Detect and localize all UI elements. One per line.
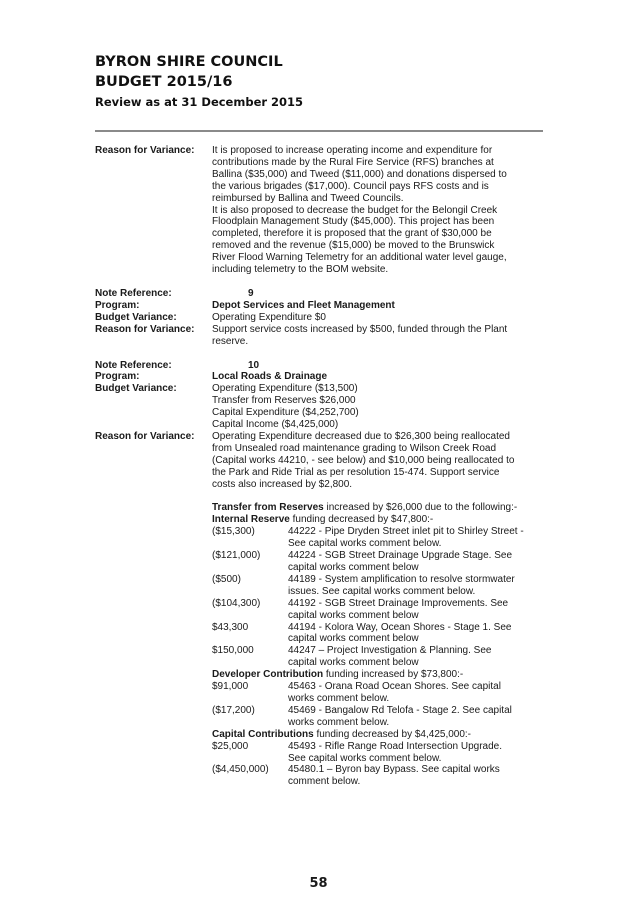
text-line: costs also increased by $2,800. (212, 478, 353, 490)
table-row (212, 705, 545, 729)
note9-budget-row (95, 312, 545, 324)
amount: $150,000 (212, 645, 254, 657)
text-line: See capital works comment below. (288, 538, 442, 550)
text-line: 44222 - Pipe Dryden Street inlet pit to Shirley Street - (288, 526, 524, 538)
description (288, 681, 545, 705)
text-line: It is also proposed to decrease the budget for the Belongil Creek (212, 204, 498, 216)
note10-budget-row (95, 383, 545, 431)
header-divider (95, 130, 543, 132)
text-line: 44189 - System amplification to resolve stormwater (288, 573, 515, 585)
note10-reason (212, 431, 545, 491)
text-line: reimbursed by Ballina and Tweed Councils. (212, 192, 404, 204)
table-row (212, 764, 545, 788)
text-line: Transfer from Reserves $26,000 (212, 395, 356, 407)
document-body (95, 145, 545, 788)
note9-program-row (95, 300, 545, 312)
text-line: Capital Expenditure ($4,252,700) (212, 407, 359, 419)
transfer-breakdown (212, 502, 545, 788)
page-number: 58 (309, 876, 328, 891)
text-line: 45469 - Bangalow Rd Telofa - Stage 2. See capital (288, 704, 512, 716)
text-line: the various brigades ($17,000). Council pays RFS costs and is (212, 180, 489, 192)
text-line: 45493 - Rifle Range Road Intersection Upgrade. (288, 740, 503, 752)
budget-title: BUDGET 2015/16 (95, 74, 233, 90)
text-line: works comment below. (288, 716, 390, 728)
amount: ($104,300) (212, 597, 261, 609)
text-line: reserve. (212, 335, 249, 347)
transfer-heading-rest: increased by $26,000 due to the following:- (323, 502, 518, 514)
text-line: comment below. (288, 776, 361, 788)
note10-reason-row (95, 431, 545, 491)
description (288, 705, 545, 729)
reason-label: Reason for Variance: (95, 323, 195, 335)
developer-heading-rest: funding increased by $73,800:- (323, 669, 464, 681)
table-row (212, 574, 545, 598)
budget-variance-label: Budget Variance: (95, 311, 177, 323)
amount: ($17,200) (212, 704, 255, 716)
amount: ($4,450,000) (212, 764, 269, 776)
text-line: including telemetry to the BOM website. (212, 264, 389, 276)
amount: ($500) (212, 573, 241, 585)
amount: $91,000 (212, 681, 249, 693)
developer-heading (212, 669, 545, 681)
text-line: from Unsealed road maintenance grading to Wilson Creek Road (212, 442, 497, 454)
note10-program: Local Roads & Drainage (212, 371, 328, 383)
text-line: 44247 – Project Investigation & Planning. See (288, 645, 492, 657)
internal-heading-bold: Internal Reserve (212, 514, 290, 526)
rfs-reason-section (95, 145, 545, 276)
note10-program-row (95, 371, 545, 383)
text-line: 44192 - SGB Street Drainage Improvements. See (288, 597, 509, 609)
amount: ($15,300) (212, 526, 255, 538)
note9-reason (212, 324, 545, 348)
description (288, 526, 545, 550)
note9-reference-row (95, 288, 545, 300)
description (288, 741, 545, 765)
text-line: River Flood Warning Telemetry for an additional water level gauge, (212, 252, 507, 264)
note-reference-label: Note Reference: (95, 359, 172, 371)
description (288, 598, 545, 622)
table-row (212, 622, 545, 646)
table-row (212, 741, 545, 765)
table-row (212, 645, 545, 669)
text-line: completed, therefore it is proposed that the grant of $30,000 be (212, 228, 492, 240)
text-line: Operating Expenditure ($13,500) (212, 383, 358, 395)
transfer-heading-bold: Transfer from Reserves (212, 502, 324, 514)
text-line: See capital works comment below. (288, 752, 442, 764)
table-row (212, 550, 545, 574)
text-line: Support service costs increased by $500, funded through the Plant (212, 323, 508, 335)
text-line: Operating Expenditure decreased due to $26,300 being reallocated (212, 430, 510, 442)
text-line: capital works comment below (288, 657, 419, 669)
note-reference-label: Note Reference: (95, 287, 172, 299)
reason-label: Reason for Variance: (95, 430, 195, 442)
amount: $25,000 (212, 740, 249, 752)
program-label: Program: (95, 371, 140, 383)
text-line: (Capital works 44210, - see below) and $10,000 being reallocated to (212, 454, 515, 466)
note9-number: 9 (248, 287, 254, 299)
text-line: Ballina ($35,000) and Tweed ($11,000) and donations dispersed to (212, 168, 507, 180)
council-title: BYRON SHIRE COUNCIL (95, 54, 283, 70)
program-label: Program: (95, 299, 140, 311)
capital-heading-rest: funding decreased by $4,425,000:- (313, 728, 472, 740)
note9-reason-row (95, 324, 545, 348)
text-line: works comment below. (288, 692, 390, 704)
capital-heading (212, 729, 545, 741)
amount: $43,300 (212, 621, 249, 633)
text-line: the Park and Ride Trial as per resolution 15-474. Support service (212, 466, 500, 478)
note10-number: 10 (248, 359, 260, 371)
text-line: 44224 - SGB Street Drainage Upgrade Stage. See (288, 550, 513, 562)
table-row (212, 526, 545, 550)
text-line: 45463 - Orana Road Ocean Shores. See capital (288, 681, 501, 693)
description (288, 574, 545, 598)
note10-budget-variance (212, 383, 545, 431)
text-line: capital works comment below (288, 609, 419, 621)
table-row (212, 681, 545, 705)
document-header (95, 52, 303, 112)
description (288, 645, 545, 669)
rfs-reason-text (212, 145, 545, 276)
amount: ($121,000) (212, 550, 261, 562)
text-line: capital works comment below (288, 633, 419, 645)
note9-program: Depot Services and Fleet Management (212, 299, 395, 311)
text-line: issues. See capital works comment below. (288, 585, 476, 597)
transfer-heading (212, 502, 545, 514)
note9-budget-variance: Operating Expenditure $0 (212, 311, 326, 323)
table-row (212, 598, 545, 622)
description (288, 764, 545, 788)
text-line: 45480.1 – Byron bay Bypass. See capital works (288, 764, 500, 776)
text-line: Floodplain Management Study ($45,000). This project has been (212, 216, 495, 228)
text-line: It is proposed to increase operating income and expenditure for (212, 145, 493, 156)
internal-heading (212, 514, 545, 526)
budget-variance-label: Budget Variance: (95, 383, 177, 395)
description (288, 622, 545, 646)
note10-reference-row (95, 360, 545, 372)
review-subtitle: Review as at 31 December 2015 (95, 95, 304, 109)
text-line: 44194 - Kolora Way, Ocean Shores - Stage 1. See (288, 621, 512, 633)
description (288, 550, 545, 574)
text-line: contributions made by the Rural Fire Service (RFS) branches at (212, 156, 494, 168)
text-line: capital works comment below (288, 562, 419, 573)
developer-heading-bold: Developer Contribution (212, 669, 324, 681)
capital-heading-bold: Capital Contributions (212, 728, 314, 740)
reason-label: Reason for Variance: (95, 145, 195, 156)
text-line: removed and the revenue ($15,000) be moved to the Brunswick (212, 240, 495, 252)
text-line: Capital Income ($4,425,000) (212, 419, 339, 431)
internal-heading-rest: funding decreased by $47,800:- (289, 514, 434, 526)
